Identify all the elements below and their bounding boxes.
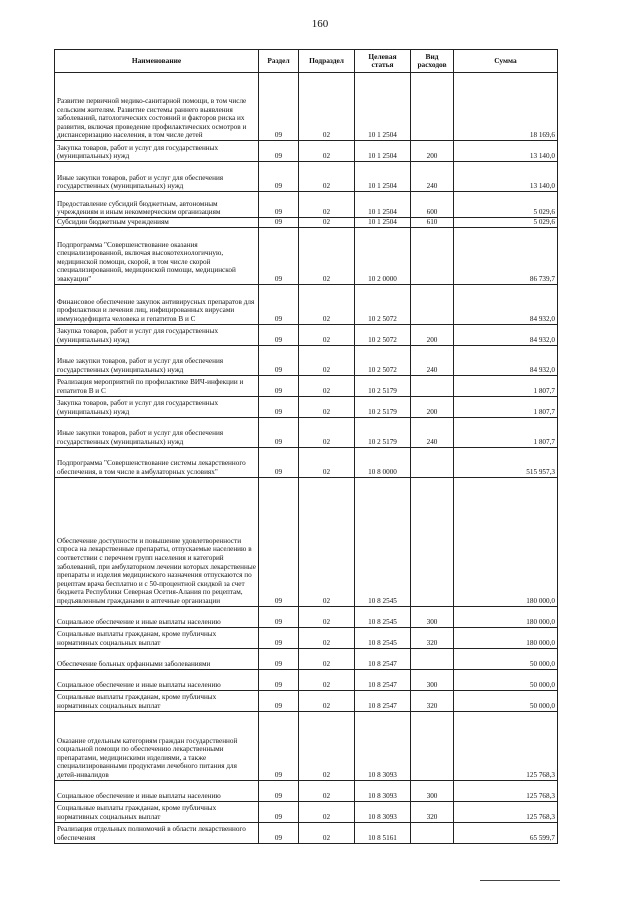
cell-statya: 10 1 2504: [355, 218, 411, 228]
cell-razdel: 09: [259, 218, 299, 228]
cell-vid: [411, 284, 454, 324]
table-row: [55, 627, 558, 648]
table-row: [55, 417, 558, 447]
cell-name: Иные закупки товаров, работ и услуг для обеспечения государственных (муниципальных) нужд: [55, 345, 259, 375]
cell-razdel: 09: [259, 822, 299, 843]
cell-name: Обеспечение больных орфанными заболеваниями: [55, 648, 259, 669]
cell-podrazdel: 02: [299, 669, 355, 690]
cell-vid: 240: [411, 417, 454, 447]
cell-razdel: 09: [259, 192, 299, 218]
table-row: [55, 192, 558, 218]
table-row: [55, 669, 558, 690]
cell-summa: 515 957,3: [454, 447, 558, 477]
cell-vid: 240: [411, 345, 454, 375]
cell-name: Субсидии бюджетным учреждениям: [55, 218, 259, 228]
cell-vid: 320: [411, 801, 454, 822]
cell-statya: 10 1 2504: [355, 192, 411, 218]
cell-podrazdel: 02: [299, 711, 355, 780]
cell-razdel: 09: [259, 477, 299, 606]
cell-podrazdel: 02: [299, 324, 355, 345]
cell-summa: 125 768,3: [454, 780, 558, 801]
cell-name: Финансовое обеспечение закупок антивирусных препаратов для профилактики и лечения лиц, инфицированных вирусами иммунодефицита человека и гепатитов В и С: [55, 284, 259, 324]
cell-vid: [411, 447, 454, 477]
header-summa: Сумма: [454, 50, 558, 73]
cell-podrazdel: 02: [299, 627, 355, 648]
cell-statya: 10 8 2545: [355, 477, 411, 606]
cell-summa: 50 000,0: [454, 648, 558, 669]
cell-razdel: 09: [259, 780, 299, 801]
cell-razdel: 09: [259, 396, 299, 417]
table-row: [55, 141, 558, 162]
cell-name: Реализация мероприятий по профилактике ВИЧ-инфекции и гепатитов В и С: [55, 375, 259, 396]
cell-summa: 125 768,3: [454, 711, 558, 780]
cell-vid: 300: [411, 606, 454, 627]
table-row: [55, 780, 558, 801]
cell-podrazdel: 02: [299, 648, 355, 669]
cell-name: Социальные выплаты гражданам, кроме публичных нормативных социальных выплат: [55, 690, 259, 711]
cell-name: Закупка товаров, работ и услуг для государственных (муниципальных) нужд: [55, 324, 259, 345]
cell-statya: 10 8 3093: [355, 801, 411, 822]
cell-podrazdel: 02: [299, 396, 355, 417]
cell-name: Подпрограмма "Совершенствование оказания специализированной, включая высокотехнологичную, медицинской помощи, скорой, в том числе скорой специализированной, медицинской помощи, медицинской эвакуации": [55, 227, 259, 284]
budget-table: [54, 49, 558, 844]
table-row: [55, 447, 558, 477]
cell-statya: 10 8 3093: [355, 780, 411, 801]
table-row: [55, 711, 558, 780]
cell-vid: [411, 822, 454, 843]
table-header-row: [55, 50, 558, 73]
cell-razdel: 09: [259, 711, 299, 780]
cell-razdel: 09: [259, 627, 299, 648]
header-name: Наименование: [55, 50, 259, 73]
table-row: [55, 218, 558, 228]
cell-summa: 84 932,0: [454, 345, 558, 375]
cell-statya: 10 8 2545: [355, 627, 411, 648]
cell-podrazdel: 02: [299, 345, 355, 375]
cell-vid: [411, 711, 454, 780]
cell-podrazdel: 02: [299, 477, 355, 606]
cell-razdel: 09: [259, 162, 299, 192]
cell-name: Социальное обеспечение и иные выплаты населению: [55, 780, 259, 801]
cell-summa: 84 932,0: [454, 284, 558, 324]
table-row: [55, 648, 558, 669]
cell-name: Оказание отдельным категориям граждан государственной социальной помощи по обеспечению лекарственными препаратами, медицинскими изделиями, а также специализированными продуктами лечебного питания для детей-инвалидов: [55, 711, 259, 780]
cell-podrazdel: 02: [299, 284, 355, 324]
cell-vid: [411, 73, 454, 141]
table-row: [55, 375, 558, 396]
header-razdel: Раздел: [259, 50, 299, 73]
header-podrazdel: Подраздел: [299, 50, 355, 73]
cell-name: Закупка товаров, работ и услуг для государственных (муниципальных) нужд: [55, 141, 259, 162]
table-row: [55, 606, 558, 627]
cell-vid: [411, 648, 454, 669]
cell-statya: 10 2 5179: [355, 375, 411, 396]
cell-razdel: 09: [259, 648, 299, 669]
cell-vid: 240: [411, 162, 454, 192]
cell-razdel: 09: [259, 324, 299, 345]
cell-summa: 5 029,6: [454, 192, 558, 218]
cell-name: Подпрограмма "Совершенствование системы лекарственного обеспечения, в том числе в амбулаторных условиях": [55, 447, 259, 477]
footer-rule: [480, 880, 560, 881]
cell-razdel: 09: [259, 690, 299, 711]
cell-vid: 200: [411, 141, 454, 162]
table-row: [55, 801, 558, 822]
cell-podrazdel: 02: [299, 447, 355, 477]
cell-statya: 10 2 5179: [355, 417, 411, 447]
cell-razdel: 09: [259, 669, 299, 690]
cell-statya: 10 8 5161: [355, 822, 411, 843]
cell-statya: 10 2 5072: [355, 324, 411, 345]
cell-statya: 10 2 0000: [355, 227, 411, 284]
cell-razdel: 09: [259, 227, 299, 284]
cell-vid: 320: [411, 690, 454, 711]
cell-summa: 180 000,0: [454, 606, 558, 627]
table-row: [55, 690, 558, 711]
page-number: 160: [311, 18, 329, 30]
cell-vid: 300: [411, 780, 454, 801]
table-row: [55, 73, 558, 141]
cell-statya: 10 1 2504: [355, 141, 411, 162]
cell-summa: 18 169,6: [454, 73, 558, 141]
cell-statya: 10 2 5072: [355, 345, 411, 375]
cell-summa: 1 807,7: [454, 396, 558, 417]
table-row: [55, 162, 558, 192]
cell-name: Иные закупки товаров, работ и услуг для обеспечения государственных (муниципальных) нужд: [55, 417, 259, 447]
cell-razdel: 09: [259, 417, 299, 447]
cell-summa: 5 029,6: [454, 218, 558, 228]
cell-summa: 13 140,0: [454, 162, 558, 192]
cell-podrazdel: 02: [299, 801, 355, 822]
cell-summa: 84 932,0: [454, 324, 558, 345]
cell-summa: 65 599,7: [454, 822, 558, 843]
table-row: [55, 227, 558, 284]
cell-name: Социальные выплаты гражданам, кроме публичных нормативных социальных выплат: [55, 801, 259, 822]
cell-statya: 10 8 3093: [355, 711, 411, 780]
cell-statya: 10 1 2504: [355, 73, 411, 141]
table-row: [55, 345, 558, 375]
cell-razdel: 09: [259, 447, 299, 477]
cell-name: Социальное обеспечение и иные выплаты населению: [55, 606, 259, 627]
cell-vid: 200: [411, 396, 454, 417]
cell-podrazdel: 02: [299, 73, 355, 141]
cell-razdel: 09: [259, 606, 299, 627]
cell-statya: 10 8 2547: [355, 690, 411, 711]
cell-vid: [411, 227, 454, 284]
table-row: [55, 324, 558, 345]
cell-razdel: 09: [259, 284, 299, 324]
cell-vid: 600: [411, 192, 454, 218]
cell-name: Обеспечение доступности и повышение удовлетворенности спроса на лекарственные препараты, отпускаемые населению в соответствии с перечнем групп населения и категорий заболеваний, при амбулаторном лечении которых лекарственные препараты и изделия медицинского назначения отпускаются по рецептам врача бесплатно и с 50-процентной скидкой за счет бюджета Республики Северная Осетия-Алания по рецептам, предъявленным гражданами в аптечные организации: [55, 477, 259, 606]
table-row: [55, 284, 558, 324]
cell-statya: 10 1 2504: [355, 162, 411, 192]
cell-summa: 1 807,7: [454, 417, 558, 447]
cell-summa: 1 807,7: [454, 375, 558, 396]
cell-statya: 10 8 2547: [355, 648, 411, 669]
cell-summa: 180 000,0: [454, 627, 558, 648]
cell-name: Закупка товаров, работ и услуг для государственных (муниципальных) нужд: [55, 396, 259, 417]
cell-podrazdel: 02: [299, 822, 355, 843]
cell-name: Реализация отдельных полномочий в области лекарственного обеспечения: [55, 822, 259, 843]
header-vid: Вид расходов: [411, 50, 454, 73]
cell-statya: 10 2 5072: [355, 284, 411, 324]
cell-podrazdel: 02: [299, 162, 355, 192]
cell-podrazdel: 02: [299, 218, 355, 228]
cell-razdel: 09: [259, 345, 299, 375]
cell-razdel: 09: [259, 801, 299, 822]
cell-name: Социальное обеспечение и иные выплаты населению: [55, 669, 259, 690]
cell-vid: [411, 375, 454, 396]
cell-summa: 86 739,7: [454, 227, 558, 284]
cell-vid: 200: [411, 324, 454, 345]
header-statya: Целевая статья: [355, 50, 411, 73]
cell-podrazdel: 02: [299, 227, 355, 284]
cell-podrazdel: 02: [299, 417, 355, 447]
cell-summa: 180 000,0: [454, 477, 558, 606]
cell-name: Предоставление субсидий бюджетным, автономным учреждениям и иным некоммерческим организациям: [55, 192, 259, 218]
cell-vid: 300: [411, 669, 454, 690]
table-row: [55, 822, 558, 843]
table-row: [55, 477, 558, 606]
cell-podrazdel: 02: [299, 690, 355, 711]
cell-podrazdel: 02: [299, 780, 355, 801]
cell-podrazdel: 02: [299, 606, 355, 627]
cell-summa: 50 000,0: [454, 690, 558, 711]
cell-summa: 13 140,0: [454, 141, 558, 162]
cell-podrazdel: 02: [299, 375, 355, 396]
cell-razdel: 09: [259, 141, 299, 162]
cell-podrazdel: 02: [299, 192, 355, 218]
cell-name: Развитие первичной медико-санитарной помощи, в том числе сельским жителям. Развитие системы раннего выявления заболеваний, патологических состояний и факторов риска их развития, включая проведение профилактических осмотров и диспансеризацию населения, в том числе детей: [55, 73, 259, 141]
cell-summa: 125 768,3: [454, 801, 558, 822]
table-row: [55, 396, 558, 417]
cell-statya: 10 2 5179: [355, 396, 411, 417]
cell-statya: 10 8 0000: [355, 447, 411, 477]
cell-vid: [411, 477, 454, 606]
cell-name: Социальные выплаты гражданам, кроме публичных нормативных социальных выплат: [55, 627, 259, 648]
cell-vid: 610: [411, 218, 454, 228]
cell-summa: 50 000,0: [454, 669, 558, 690]
cell-statya: 10 8 2545: [355, 606, 411, 627]
cell-name: Иные закупки товаров, работ и услуг для обеспечения государственных (муниципальных) нужд: [55, 162, 259, 192]
cell-podrazdel: 02: [299, 141, 355, 162]
cell-statya: 10 8 2547: [355, 669, 411, 690]
cell-razdel: 09: [259, 375, 299, 396]
cell-razdel: 09: [259, 73, 299, 141]
cell-vid: 320: [411, 627, 454, 648]
